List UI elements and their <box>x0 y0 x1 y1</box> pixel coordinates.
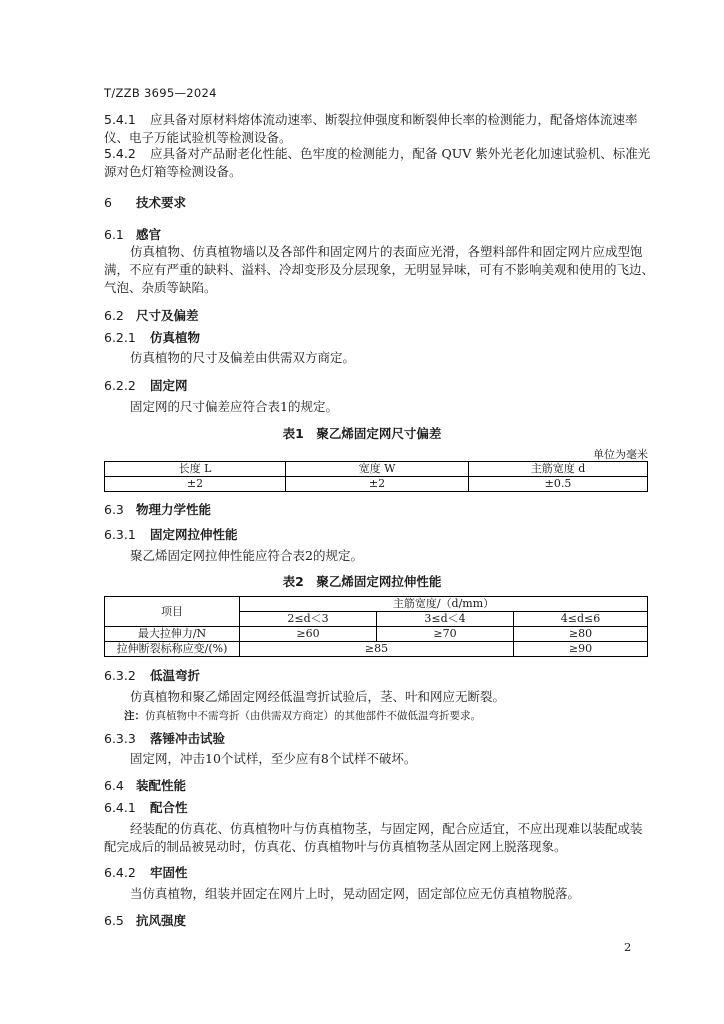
page-number: 2 <box>624 940 632 954</box>
note-text: 仿真植物中不需弯折（由供需双方商定）的其他部件不做低温弯折要求。 <box>145 710 481 722</box>
table2-row-max-force-v1: ≥60 <box>240 627 377 642</box>
heading-title: 尺寸及偏差 <box>136 308 199 323</box>
heading-title: 抗风强度 <box>136 913 187 928</box>
clause-5-4-1 <box>104 111 664 147</box>
table2-row-max-force-label: 最大拉伸力/N <box>105 627 240 642</box>
clause-number: 5.4.2 <box>104 146 136 161</box>
heading-title: 配合性 <box>150 800 188 815</box>
clause-5-4-2 <box>104 145 664 181</box>
clause-text-line1: 应具备对产品耐老化性能、色牢度的检测能力，配备 QUV 紫外光老化加速试验机、标准光 <box>150 146 651 161</box>
paragraph-6-3-2: 仿真植物和聚乙烯固定网经低温弯折试验后，茎、叶和网应无断裂。 <box>130 689 506 704</box>
paragraph-6-1 <box>104 243 664 297</box>
heading-title: 牢固性 <box>150 865 188 880</box>
heading-6-4-2 <box>104 863 188 881</box>
heading-6 <box>104 193 186 211</box>
heading-number: 6.4 <box>104 778 124 793</box>
heading-6-2-1 <box>104 328 200 346</box>
table2-col-2-3: 2≤d＜3 <box>240 612 377 627</box>
standard-code: T/ZZB 3695—2024 <box>104 86 217 100</box>
heading-number: 6.3.3 <box>104 731 136 746</box>
paragraph-6-4-2: 当仿真植物，组装并固定在网片上时，晃动固定网，固定部位应无仿真植物脱落。 <box>130 886 581 901</box>
table1-cell-width: ±2 <box>286 477 469 492</box>
table2-row-max-force-v3: ≥80 <box>514 627 648 642</box>
heading-number: 6.2 <box>104 308 124 323</box>
table2-header-item: 项目 <box>105 597 240 627</box>
paragraph-6-4-1 <box>104 820 664 856</box>
clause-text-line2: 源对色灯箱等检测设备。 <box>104 164 242 179</box>
heading-number: 6.3.2 <box>104 668 136 683</box>
paragraph-line2: 配完成后的制品被晃动时，仿真花、仿真植物叶与仿真植物茎从固定网上脱落现象。 <box>104 839 567 854</box>
heading-title: 低温弯折 <box>150 668 201 683</box>
table1-header-width: 宽度 W <box>286 462 469 477</box>
table2-row-strain-v3: ≥90 <box>514 642 648 657</box>
paragraph-6-2-2: 固定网的尺寸偏差应符合表1的规定。 <box>130 399 338 414</box>
table1-cell-length: ±2 <box>105 477 286 492</box>
heading-number: 6.3.1 <box>104 527 136 542</box>
heading-6-2-2 <box>104 376 188 394</box>
heading-title: 固定网拉伸性能 <box>150 527 238 542</box>
heading-title: 落锤冲击试验 <box>150 731 226 746</box>
heading-number: 6.4.2 <box>104 865 136 880</box>
table2-row-strain-label: 拉伸断裂标称应变/(%) <box>105 642 240 657</box>
table2-row-max-force-v2: ≥70 <box>377 627 514 642</box>
note-label: 注： <box>124 710 145 722</box>
heading-6-4-1 <box>104 798 188 816</box>
heading-6-2 <box>104 306 199 324</box>
heading-title: 物理力学性能 <box>136 502 212 517</box>
heading-number: 6 <box>104 195 112 210</box>
table1 <box>104 461 648 492</box>
heading-6-5 <box>104 911 186 929</box>
table2-caption: 表2 聚乙烯固定网拉伸性能 <box>282 574 442 589</box>
heading-number: 6.4.1 <box>104 800 136 815</box>
paragraph-line1: 经装配的仿真花、仿真植物叶与仿真植物茎，与固定网，配合应适宜，不应出现难以装配或装 <box>130 821 643 836</box>
clause-text-line1: 应具备对原材料熔体流动速率、断裂拉伸强度和断裂伸长率的检测能力，配备熔体流速率 <box>150 112 638 127</box>
paragraph-line3: 气泡、杂质等缺陷。 <box>104 280 217 295</box>
heading-6-4 <box>104 776 186 794</box>
table1-cell-rib-width: ±0.5 <box>469 477 648 492</box>
heading-number: 6.2.2 <box>104 378 136 393</box>
heading-number: 6.3 <box>104 502 124 517</box>
heading-title: 仿真植物 <box>150 330 201 345</box>
heading-6-1 <box>104 225 161 243</box>
heading-title: 固定网 <box>150 378 188 393</box>
table1-unit: 单位为毫米 <box>593 448 648 461</box>
paragraph-line1: 仿真植物、仿真植物墙以及各部件和固定网片的表面应光滑，各塑料部件和固定网片应成型饱 <box>130 244 643 259</box>
heading-number: 6.2.1 <box>104 330 136 345</box>
note-6-3-2 <box>124 708 481 723</box>
clause-number: 5.4.1 <box>104 112 136 127</box>
paragraph-6-3-1: 聚乙烯固定网拉伸性能应符合表2的规定。 <box>130 548 363 563</box>
paragraph-line2: 满，不应有严重的缺料、溢料、冷却变形及分层现象，无明显异味，可有不影响美观和使用的飞边、 <box>104 262 655 277</box>
table1-caption: 表1 聚乙烯固定网尺寸偏差 <box>282 426 442 441</box>
heading-title: 装配性能 <box>136 778 187 793</box>
heading-6-3-3 <box>104 729 225 747</box>
table1-header-rib-width: 主筋宽度 d <box>469 462 648 477</box>
table2 <box>104 596 648 657</box>
heading-title: 感官 <box>136 227 162 242</box>
heading-title: 技术要求 <box>136 195 187 210</box>
table2-col-3-4: 3≤d＜4 <box>377 612 514 627</box>
table2-header-rib-width: 主筋宽度/（d/mm） <box>240 597 648 612</box>
table2-row-strain-v12: ≥85 <box>240 642 514 657</box>
heading-number: 6.1 <box>104 227 124 242</box>
paragraph-6-2-1: 仿真植物的尺寸及偏差由供需双方商定。 <box>130 350 356 365</box>
paragraph-6-3-3: 固定网，冲击10个试样，至少应有8个试样不破坏。 <box>130 751 417 766</box>
heading-6-3 <box>104 500 211 518</box>
table1-header-length: 长度 L <box>105 462 286 477</box>
heading-number: 6.5 <box>104 913 124 928</box>
table2-col-4-6: 4≤d≤6 <box>514 612 648 627</box>
heading-6-3-1 <box>104 525 238 543</box>
heading-6-3-2 <box>104 666 200 684</box>
clause-text-line2: 仪、电子万能试验机等检测设备。 <box>104 130 292 145</box>
